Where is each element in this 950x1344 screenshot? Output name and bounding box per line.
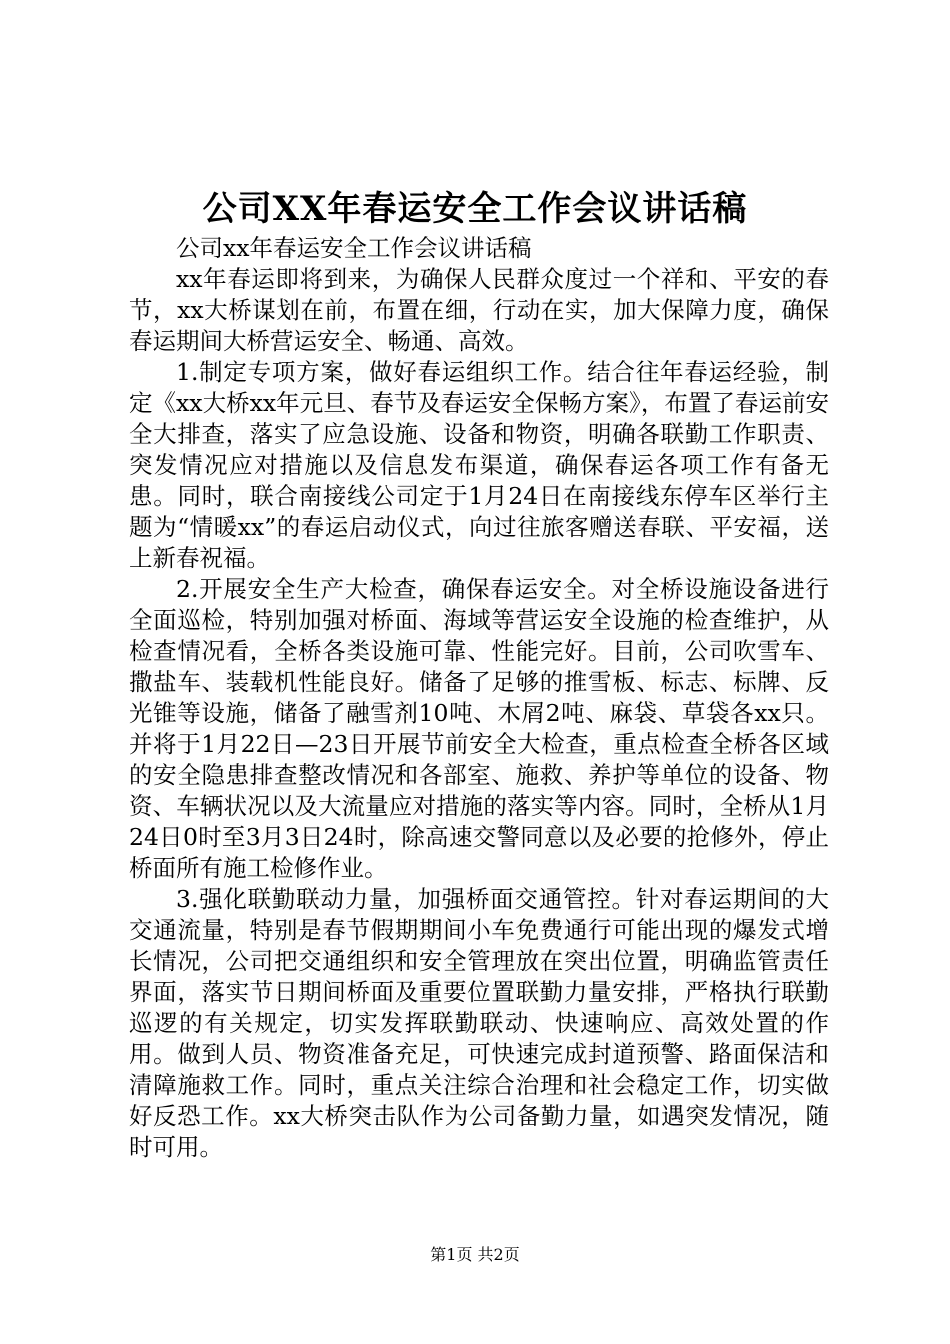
paragraph-subtitle: 公司xx年春运安全工作会议讲话稿 bbox=[176, 234, 532, 262]
page-number: 第1页 共2页 bbox=[430, 1245, 520, 1264]
paragraph-item-3: 3.强化联勤联动力量，加强桥面交通管控。针对春运期间的大交通流量，特别是春节假期期间小车免费通行可能出现的爆发式增长情况，公司把交通组织和安全管理放在突出位置，明确监管责任界面，落实节日期间桥面及重要位置联勤力量安排，严格执行联勤巡逻的有关规定，切实发挥联勤联动、快速响应、高效处置的作用。做到人员、物资准备充足，可快速完成封道预警、路面保洁和清障施救工作。同时，重点关注综合治理和社会稳定工作，切实做好反恐工作。xx大桥突击队作为公司备勤力量，如遇突发情况，随时可用。 bbox=[129, 885, 829, 1161]
document-body bbox=[129, 233, 829, 1163]
document-title: 公司XX年春运安全工作会议讲话稿 bbox=[202, 189, 748, 229]
paragraph-intro: xx年春运即将到来，为确保人民群众度过一个祥和、平安的春节，xx大桥谋划在前，布置在细，行动在实，加大保障力度，确保春运期间大桥营运安全、畅通、高效。 bbox=[129, 265, 829, 355]
paragraph-item-1: 1.制定专项方案，做好春运组织工作。结合往年春运经验，制定《xx大桥xx年元旦、春节及春运安全保畅方案》，布置了春运前安全大排查，落实了应急设施、设备和物资，明确各联勤工作职责、突发情况应对措施以及信息发布渠道，确保春运各项工作有备无患。同时，联合南接线公司定于1月24日在南接线东停车区举行主题为“情暖xx”的春运启动仪式，向过往旅客赠送春联、平安福，送上新春祝福。 bbox=[129, 358, 829, 572]
paragraph-item-2: 2.开展安全生产大检查，确保春运安全。对全桥设施设备进行全面巡检，特别加强对桥面、海域等营运安全设施的检查维护，从检查情况看，全桥各类设施可靠、性能完好。目前，公司吹雪车、撒盐车、装载机性能良好。储备了足够的推雪板、标志、标牌、反光锥等设施，储备了融雪剂10吨、木屑2吨、麻袋、草袋各xx只。并将于1月22日—23日开展节前安全大检查，重点检查全桥各区域的安全隐患排查整改情况和各部室、施救、养护等单位的设备、物资、车辆状况以及大流量应对措施的落实等内容。同时，全桥从1月24日0时至3月3日24时，除高速交警同意以及必要的抢修外，停止桥面所有施工检修作业。 bbox=[129, 575, 829, 882]
